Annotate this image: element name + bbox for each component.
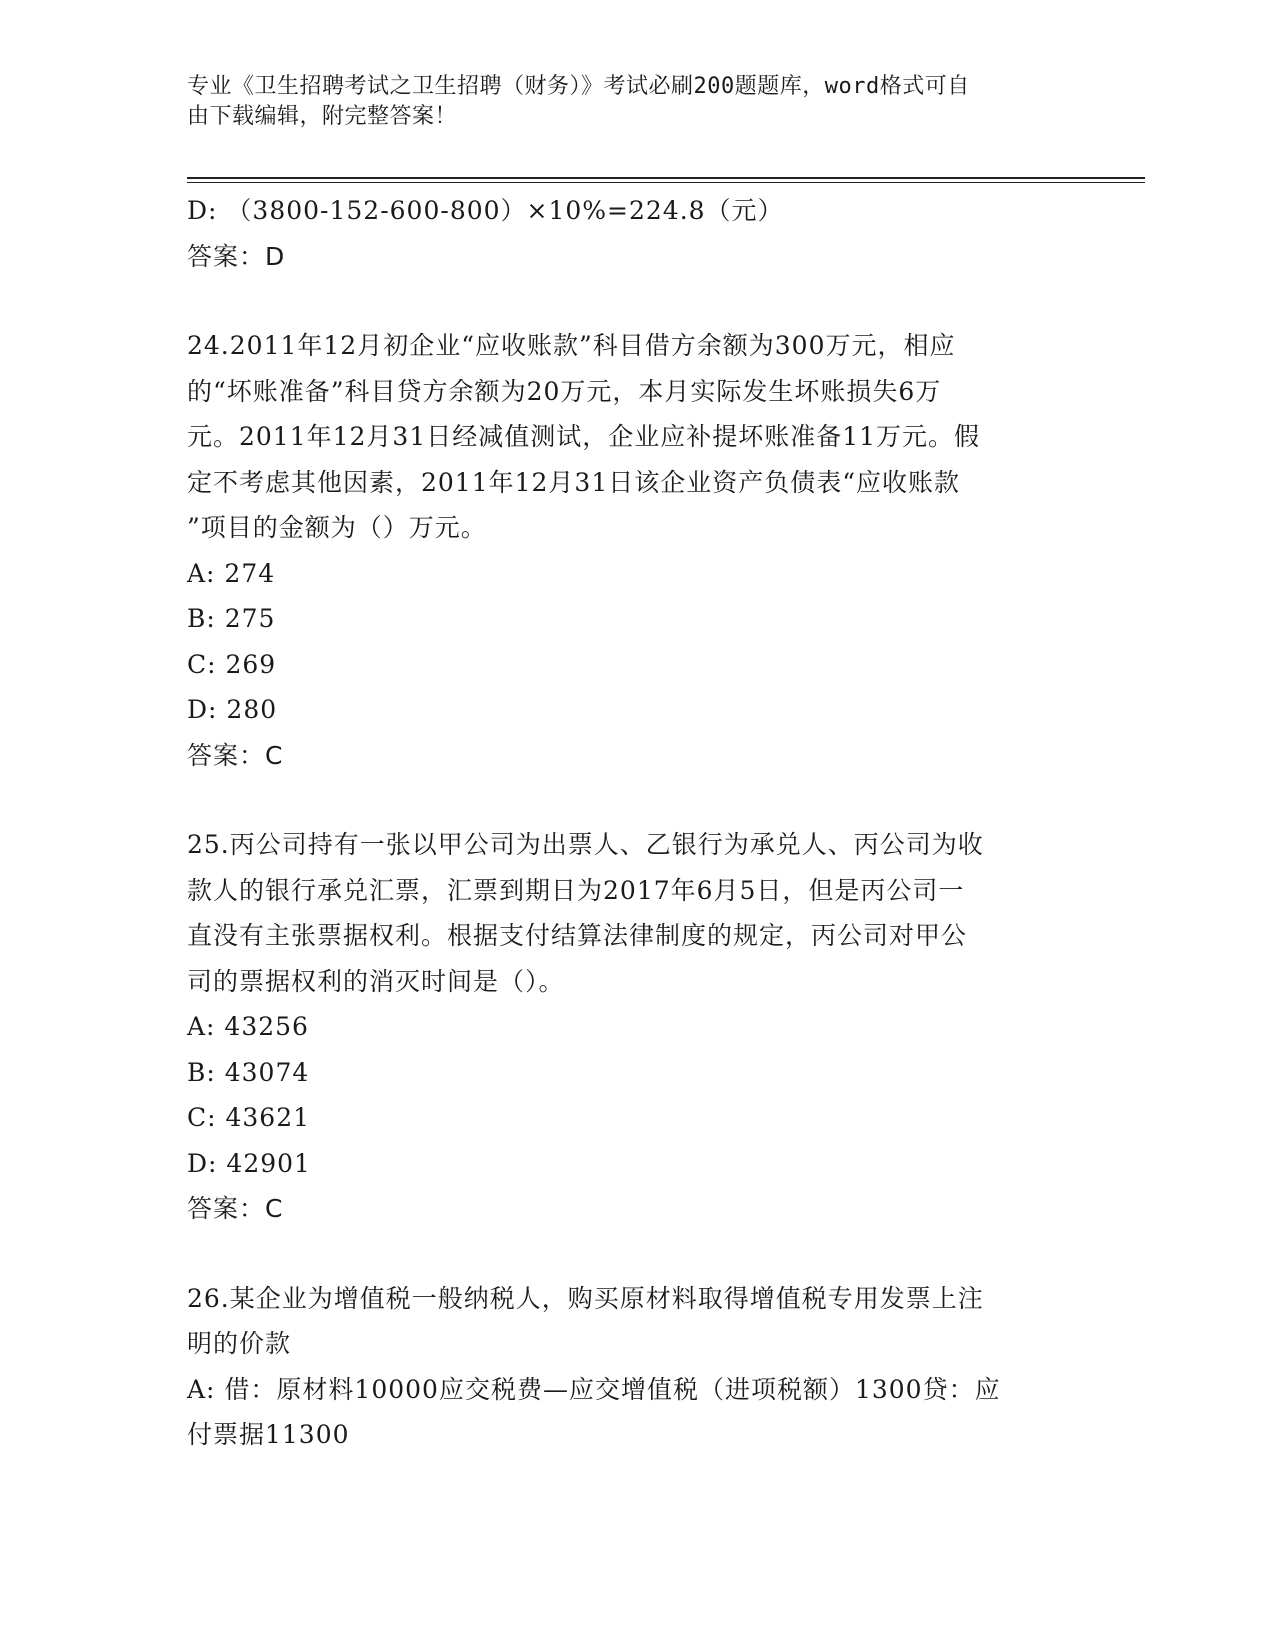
question-line: 定不考虑其他因素，2011年12月31日该企业资产负债表“应收账款 — [187, 467, 961, 497]
option-d: D: 280 — [187, 695, 278, 724]
option-b: B: 275 — [187, 604, 276, 633]
question-text — [187, 323, 1087, 551]
answer: 答案：C — [187, 1194, 284, 1223]
option-b: B: 43074 — [187, 1057, 310, 1087]
question-line: ”项目的金额为（）万元。 — [187, 513, 487, 542]
document-body — [187, 188, 1087, 1458]
question-line: 25.丙公司持有一张以甲公司为出票人、乙银行为承兑人、丙公司为收 — [187, 830, 984, 859]
question-25 — [187, 822, 1087, 1232]
header-divider-thin — [187, 182, 1145, 183]
question-line: 元。2011年12月31日经减值测试，企业应补提坏账准备11万元。假 — [187, 422, 981, 451]
prev-option-d: D: （3800-152-600-800）×10%=224.8（元） — [187, 196, 784, 225]
option-a — [187, 1367, 1087, 1458]
question-26 — [187, 1276, 1087, 1458]
question-line: 直没有主张票据权利。根据支付结算法律制度的规定，丙公司对甲公 — [187, 921, 968, 950]
option-c: C: 43621 — [187, 1103, 311, 1132]
question-text — [187, 822, 1087, 1004]
header-line-1: 专业《卫生招聘考试之卫生招聘（财务）》考试必刷200题题库，word格式可自 — [187, 74, 970, 99]
prev-answer: 答案：D — [187, 241, 286, 271]
question-line: 款人的银行承兑汇票，汇票到期日为2017年6月5日，但是丙公司一 — [187, 875, 965, 905]
question-line: 的“坏账准备”科目贷方余额为20万元，本月实际发生坏账损失6万 — [187, 376, 942, 406]
option-a: A: 43256 — [187, 1012, 309, 1041]
question-line: 司的票据权利的消灭时间是（）。 — [187, 966, 565, 996]
question-24 — [187, 323, 1087, 778]
option-a: A: 274 — [187, 558, 276, 588]
header-line-2: 由下载编辑，附完整答案！ — [187, 104, 458, 129]
question-line: 明的价款 — [187, 1329, 292, 1358]
option-line: A: 借：原材料10000应交税费—应交增值税（进项税额）1300贷：应 — [187, 1374, 1001, 1404]
answer: 答案：C — [187, 740, 284, 770]
question-line: 24.2011年12月初企业“应收账款”科目借方余额为300万元，相应 — [187, 331, 956, 360]
header-divider — [187, 177, 1145, 179]
option-c: C: 269 — [187, 649, 277, 679]
document-header — [187, 72, 1067, 132]
option-line: 付票据11300 — [187, 1420, 350, 1449]
question-text — [187, 1276, 1087, 1367]
question-line: 26.某企业为增值税一般纳税人，购买原材料取得增值税专用发票上注 — [187, 1283, 984, 1313]
option-d: D: 42901 — [187, 1148, 311, 1178]
